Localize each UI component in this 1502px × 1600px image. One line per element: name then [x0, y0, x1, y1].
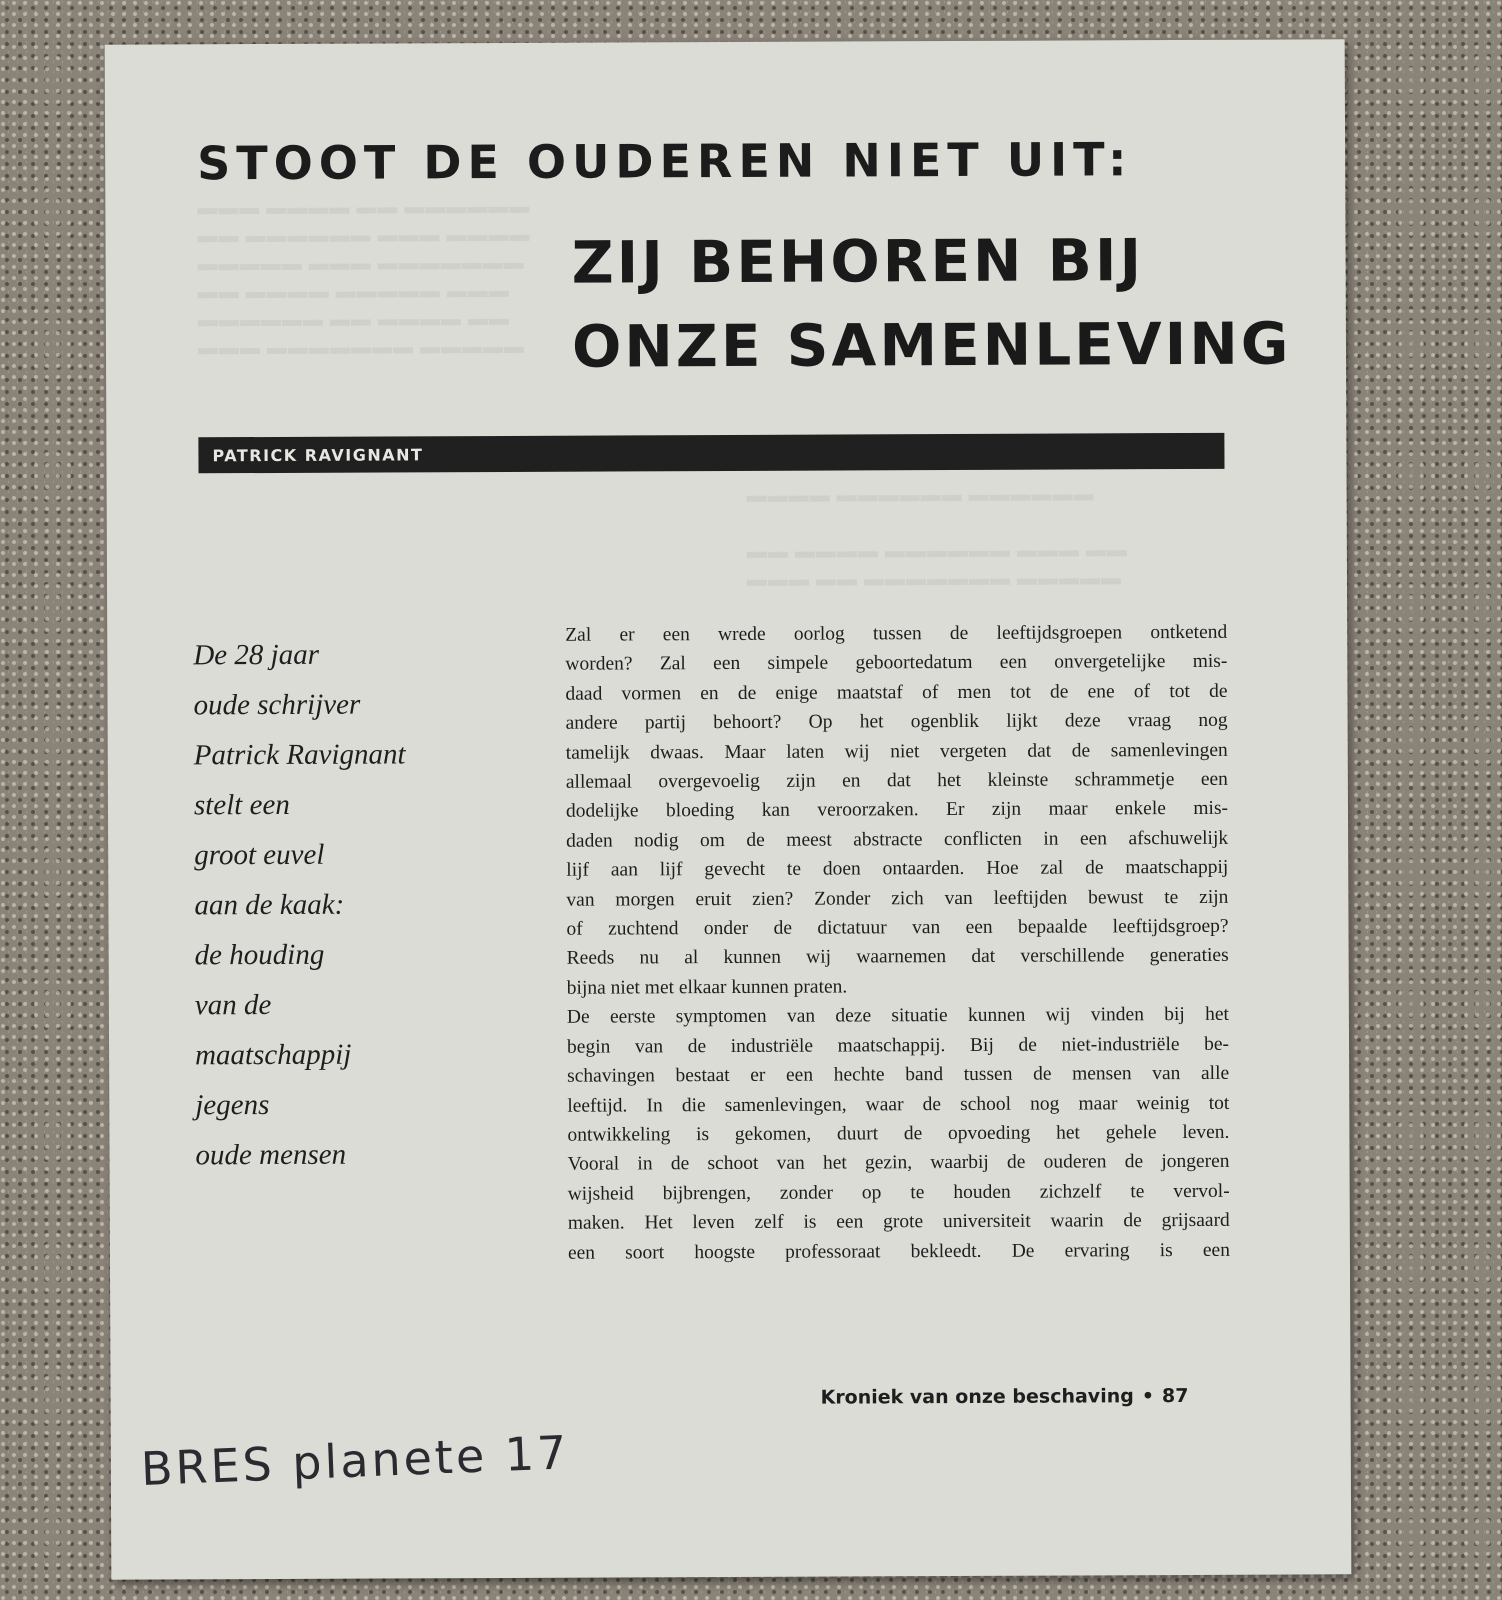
- lede-line: Patrick Ravignant: [193, 738, 406, 772]
- body-line: De eerste symptomen van deze situatie kunnen wij vinden bij het: [566, 1004, 1229, 1028]
- body-line: een soort hoogste professoraat bekleedt. De ervaring is een: [567, 1239, 1230, 1264]
- lede-line: aan de kaak:: [194, 888, 345, 922]
- author-bar: [198, 433, 1224, 473]
- body-line: tamelijk dwaas. Maar laten wij niet vergeten dat de samenlevingen: [565, 739, 1228, 764]
- headline-line: ZIJ BEHOREN BIJ: [571, 226, 1145, 297]
- lede-line: stelt een: [193, 788, 290, 822]
- body-line: bijna niet met elkaar kunnen praten.: [566, 976, 848, 999]
- body-line: of zuchtend onder de dictatuur van een bepaalde leeftijdsgroep?: [566, 915, 1229, 940]
- body-line: maken. Het leven zelf is een grote universiteit waarin de grijsaard: [567, 1209, 1230, 1234]
- body-line: Reeds nu al kunnen wij waarnemen dat verschillende generaties: [566, 945, 1229, 970]
- headline-line: ONZE SAMENLEVING: [571, 309, 1292, 381]
- body-line: worden? Zal een simpele geboortedatum een onvergetelijke mis-: [565, 651, 1228, 676]
- lede-line: groot euvel: [194, 838, 325, 872]
- article-body: [565, 618, 1230, 1268]
- footer-bullet: •: [1141, 1385, 1155, 1408]
- lede-line: oude schrijver: [193, 688, 361, 722]
- body-line: ontwikkeling is gekomen, duurt de opvoeding het gehele leven.: [567, 1121, 1230, 1146]
- lede-line: jegens: [195, 1089, 270, 1122]
- body-line: dodelijke bloeding kan veroorzaken. Er zijn maar enkele mis-: [565, 798, 1229, 823]
- lede-line: de houding: [194, 938, 325, 972]
- handwritten-note: BRES planete 17: [139, 1425, 571, 1497]
- body-line: daad vormen en de enige maatstaf of men tot de ene of tot de: [565, 680, 1228, 705]
- body-line: andere partij behoort? Op het ogenblik lijkt deze vraag nog: [565, 710, 1228, 734]
- lede-line: van de: [194, 988, 272, 1022]
- magazine-page: [105, 39, 1352, 1579]
- body-line: lijf aan lijf gevecht te doen ontaarden. Hoe zal de maatschappij: [566, 857, 1229, 881]
- body-line: van morgen eruit zien? Zonder zich van leeftijden bewust te zijn: [566, 886, 1229, 911]
- kicker-headline: STOOT DE OUDEREN NIET UIT:: [197, 132, 1133, 191]
- lede-line: oude mensen: [195, 1138, 347, 1172]
- body-line: Zal er een wrede oorlog tussen de leeftijdsgroepen ontketend: [565, 621, 1228, 646]
- lede-line: maatschappij: [194, 1038, 352, 1072]
- page-footer: [821, 1385, 1189, 1409]
- lede-intro: [193, 629, 495, 1180]
- show-through-text-left: ▬▬▬ ▬▬▬▬ ▬▬ ▬▬▬▬▬▬ ▬▬ ▬▬▬▬▬▬ ▬▬▬ ▬▬▬▬ ▬▬▬▬▬ ▬▬▬ ▬▬▬▬▬▬▬ ▬▬ ▬▬▬▬ ▬▬▬▬▬ ▬▬▬ ▬▬▬▬▬▬ ▬▬ ▬▬▬▬ ▬▬ ▬▬▬ ▬▬▬▬▬▬▬ ▬▬▬▬▬: [197, 195, 531, 360]
- main-headline: [571, 218, 1291, 389]
- body-line: begin van de industriële maatschappij. Bij de niet-industriële be-: [566, 1033, 1230, 1058]
- author-name: PATRICK RAVIGNANT: [212, 445, 424, 466]
- lede-line: De 28 jaar: [193, 638, 320, 672]
- body-line: schavingen bestaat er een hechte band tussen de mensen van alle: [567, 1062, 1230, 1087]
- body-line: leeftijd. In die samenlevingen, waar de school nog maar weinig tot: [567, 1092, 1230, 1117]
- page-number: 87: [1161, 1384, 1189, 1408]
- body-line: allemaal overgevoelig zijn en dat het kleinste schrammetje een: [565, 768, 1228, 793]
- body-line: daden nodig om de meest abstracte conflicten in een afschuwelijk: [566, 827, 1229, 852]
- body-line: wijsheid bijbrengen, zonder op te houden zichzelf te vervol-: [567, 1180, 1230, 1205]
- publication-name: Kroniek van onze beschaving: [820, 1385, 1134, 1409]
- show-through-text-right: ▬▬▬▬ ▬▬▬▬▬▬ ▬▬▬▬▬▬ ▬▬ ▬▬▬▬ ▬▬▬▬▬▬ ▬▬▬ ▬▬ ▬▬▬ ▬▬ ▬▬▬▬▬▬▬ ▬▬▬▬▬: [746, 483, 1128, 591]
- body-line: Vooral in de schoot van het gezin, waarbij de ouderen de jongeren: [567, 1151, 1230, 1176]
